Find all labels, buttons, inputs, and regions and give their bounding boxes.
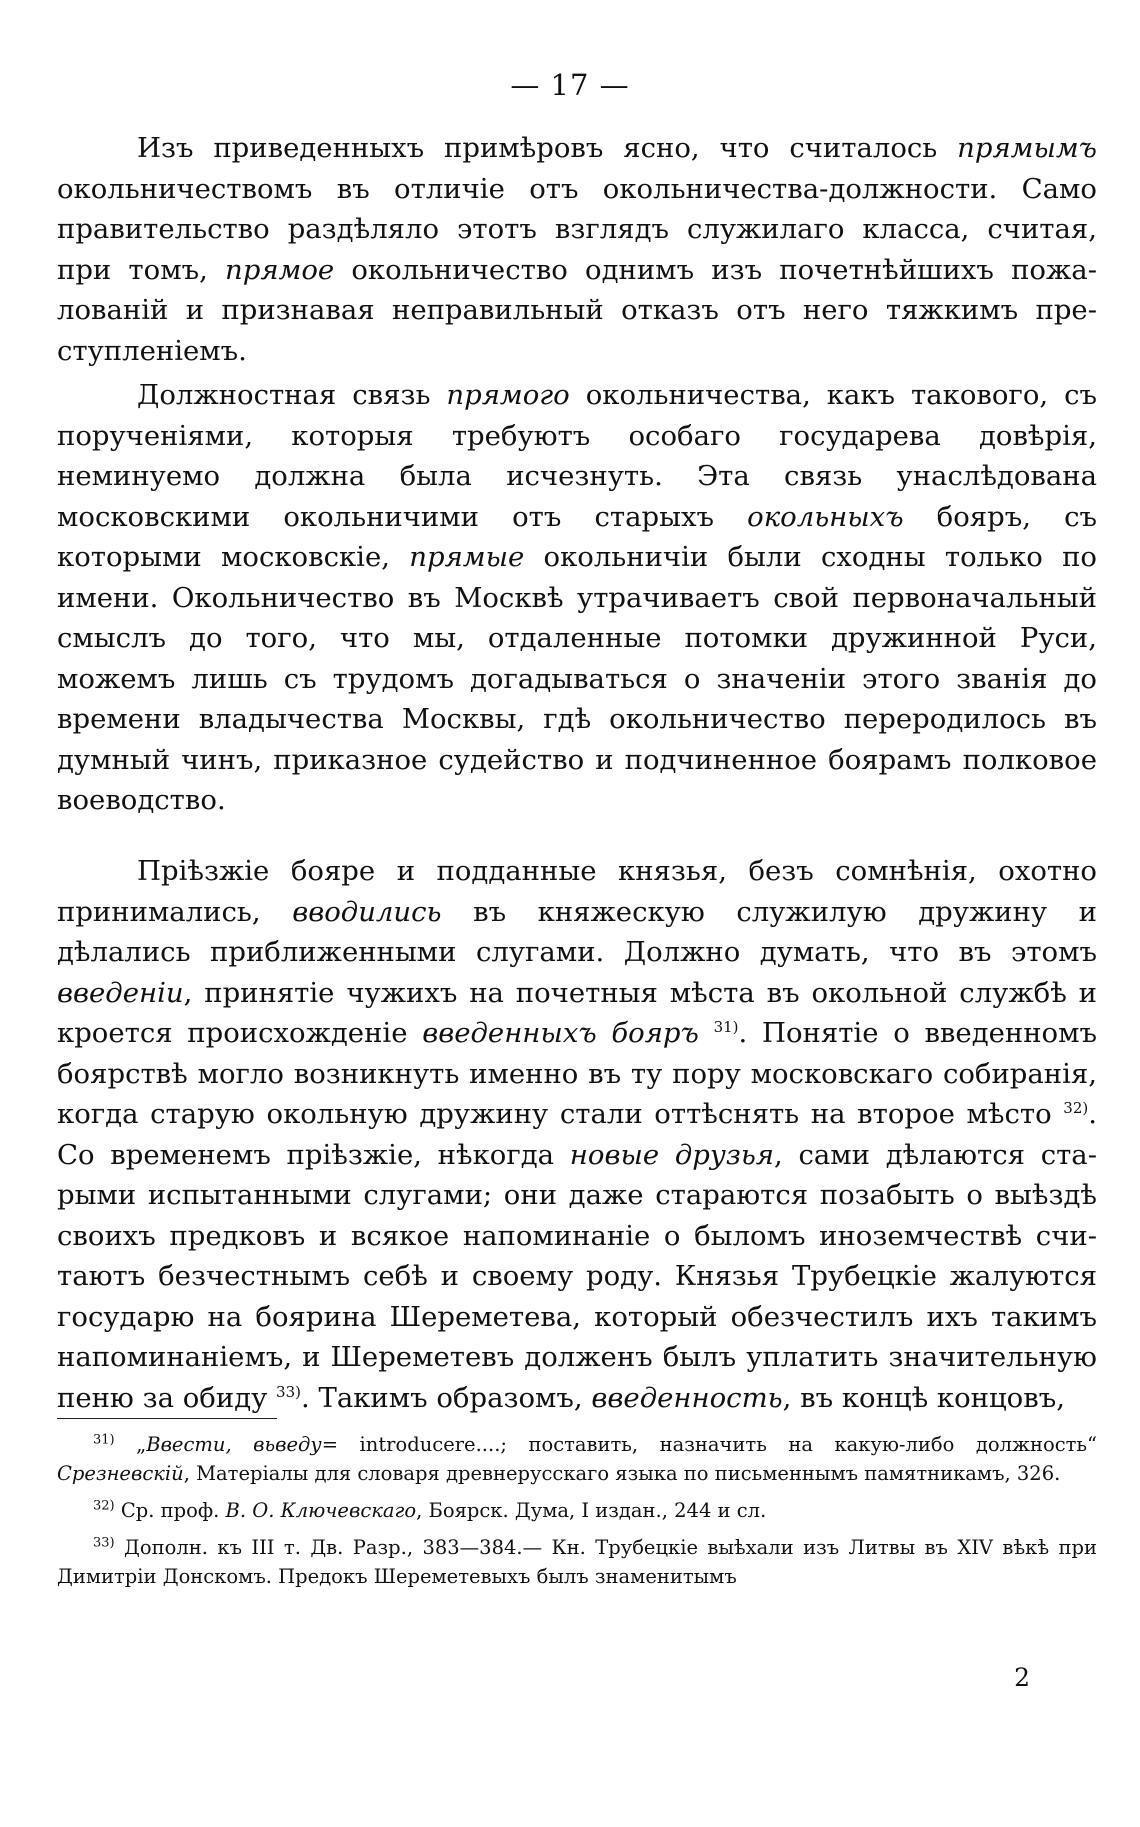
italic-term: В. О. Ключевскаго — [225, 1499, 417, 1522]
paragraph — [57, 851, 1097, 1418]
text-run: , Матеріалы для словаря древнерусскаго языка по письменнымъ памятникамъ, 326. — [183, 1462, 1061, 1485]
footnote — [57, 1533, 1097, 1591]
footnotes — [57, 1430, 1097, 1599]
text-block-lower — [57, 851, 1097, 1418]
footnote-separator — [57, 1418, 277, 1419]
text-run: , принятіе чужихъ на почетныя мѣста въ окольной службѣ и кроется происхожденіе — [57, 976, 1097, 1049]
italic-term: Ввести, вьведу — [146, 1433, 322, 1456]
text-run: , въ концѣ концовъ, — [782, 1381, 1065, 1414]
text-run: . Понятіе о введенномъ боярствѣ могло возникнуть именно въ ту пору московскаго собиранія, когда старую окольную дружину стали оттѣснять на второе мѣсто — [57, 1017, 1097, 1130]
text-run: Пріѣзжіе бояре и подданные князья, безъ сомнѣнія, охотно принимались, — [57, 855, 1097, 928]
italic-term: прямые — [409, 541, 525, 573]
paragraph — [57, 375, 1097, 821]
text-block-upper — [57, 128, 1097, 821]
text-run: . Такимъ образомъ, — [301, 1381, 592, 1414]
italic-term: прямого — [446, 379, 570, 411]
text-run: окольничіи были сходны только по имени. Окольничество въ Москвѣ утрачиваетъ свой первоначальный смыслъ до того, что мы, отдаленные потомки дружинной Руси, можемъ лишь съ трудомъ догадываться о значеніи этого званія до времени владычества Москвы, гдѣ окольничество переродилось въ думный чинъ, приказное судейство и подчиненное боярамъ полковое воеводство. — [57, 541, 1097, 816]
italic-term: окольныхъ — [747, 500, 904, 533]
text-run: бояръ, съ которыми московскіе, — [57, 500, 1097, 573]
text-run: Изъ приведенныхъ примѣровъ ясно, что считалось — [137, 132, 958, 164]
text-run — [699, 1017, 714, 1049]
text-run: , Боярск. Дума, I издан., 244 и сл. — [416, 1499, 767, 1522]
footnote — [57, 1430, 1097, 1488]
text-run: Должностная связь — [137, 379, 447, 411]
footnote — [57, 1496, 1097, 1525]
footnote-reference: 32) — [1063, 1098, 1089, 1117]
italic-term: введеніи — [57, 976, 184, 1009]
footnote-reference: 31) — [93, 1432, 115, 1448]
italic-term: вводились — [292, 895, 442, 928]
text-run: = introducere....; поставить, назначить на какую-либо должность“ — [321, 1433, 1097, 1456]
text-run: Дополн. къ III т. Дв. Разр., 383—384.— Кн. Трубецкіе выѣхали изъ Литвы въ XIV вѣкѣ при Димитріи Донскомъ. Предокъ Шереметевыхъ былъ знаменитымъ — [57, 1536, 1097, 1588]
italic-term: прямымъ — [957, 132, 1097, 164]
text-run: окольничества, какъ такового, съ порученіями, которыя требуютъ особаго государева довѣрія, неминуемо должна была исчезнуть. Эта связь унаслѣдована московскими окольничими отъ старыхъ — [57, 379, 1097, 533]
footnote-reference: 33) — [93, 1535, 115, 1551]
text-run: „ — [114, 1433, 147, 1456]
text-run: окольничество однимъ изъ почетнѣйшихъ пожалованій и признавая неправильный отказъ отъ него тяжкимъ преступленіемъ. — [57, 253, 1097, 367]
text-run: Ср. проф. — [114, 1499, 226, 1522]
text-run: окольничествомъ въ отличіе отъ окольничества-должности. Само правительство раздѣляло этотъ взглядъ служилаго класса, считая, при томъ, — [57, 172, 1097, 286]
signature-mark: 2 — [1014, 1663, 1030, 1692]
footnote-reference: 32) — [93, 1498, 115, 1514]
paragraph — [57, 128, 1097, 371]
footnote-reference: 33) — [276, 1382, 301, 1401]
text-run: . Со временемъ пріѣзжіе, нѣкогда — [57, 1098, 1097, 1171]
text-run: , сами дѣлаются старыми испытанными слугами; они даже стараются позабыть о выѣздѣ своихъ предковъ и всякое напоминаніе о быломъ иноземчествѣ считаютъ безчестнымъ себѣ и своему роду. Князья Трубецкіе жалуются государю на боярина Шереметева, который обезчестилъ ихъ такимъ напоминаніемъ, и Шереметевъ долженъ былъ уплатить значительную пеню за обиду — [57, 1138, 1098, 1414]
italic-term: введенность — [591, 1381, 783, 1414]
text-run: въ княжескую служилую дружину и дѣлались приближенными слугами. Должно думать, что въ этомъ — [57, 895, 1097, 968]
page-number: — 17 — — [510, 68, 630, 102]
italic-term: новые друзья — [569, 1138, 775, 1171]
italic-term: прямое — [225, 253, 335, 286]
italic-term: введенныхъ бояръ — [422, 1017, 699, 1049]
footnote-reference: 31) — [713, 1017, 739, 1036]
italic-term: Срезневскій — [57, 1462, 184, 1485]
